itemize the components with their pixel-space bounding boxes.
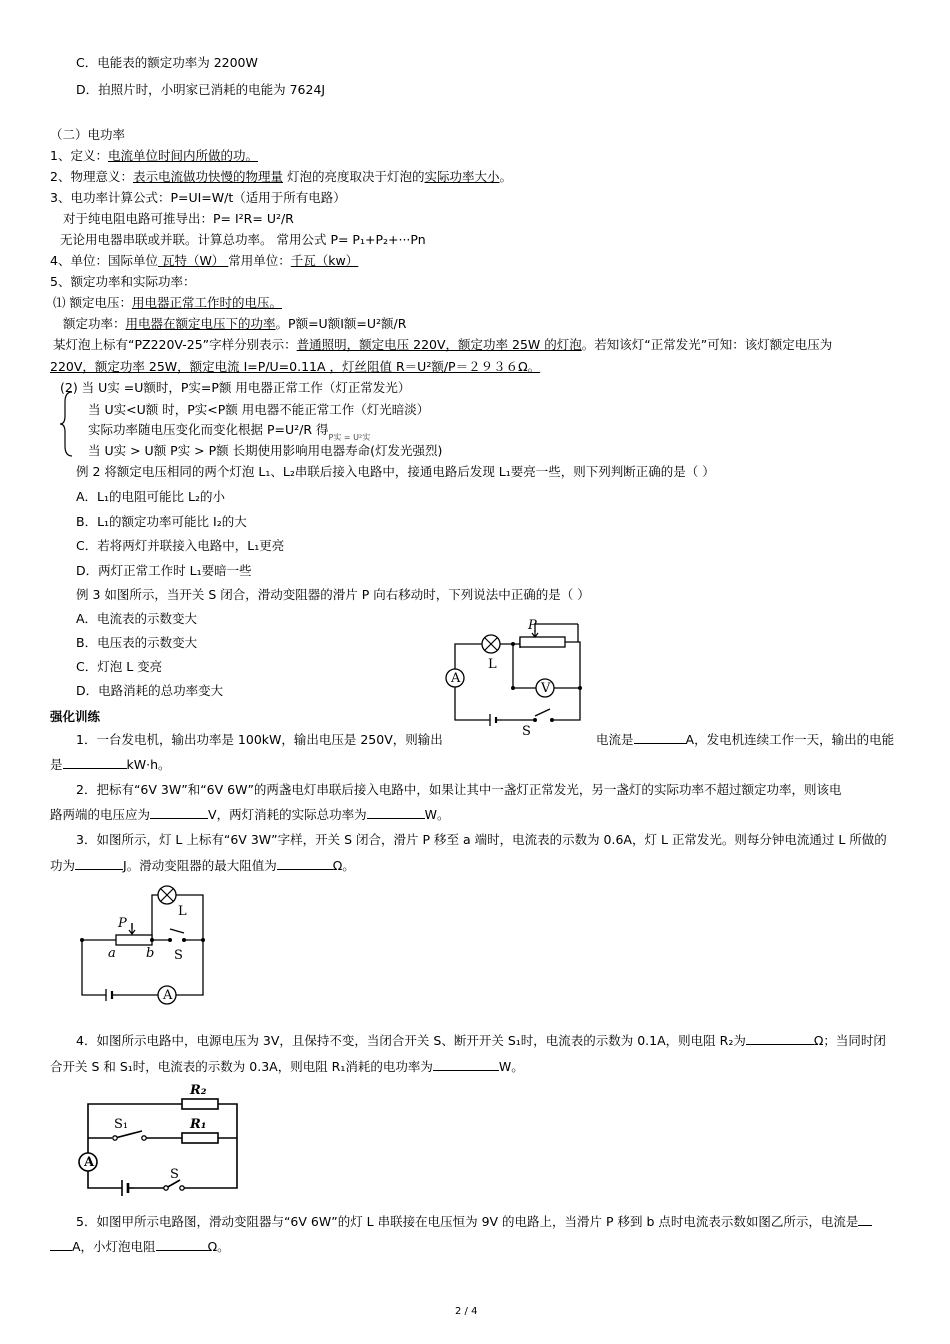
switch-s-contact	[180, 1186, 184, 1190]
q1-current-label: 电流是	[596, 732, 634, 747]
section-title: （二）电功率	[50, 127, 126, 142]
bulb-example-intro: 某灯泡上标有“PZ220V-25”字样分别表示：	[53, 337, 297, 352]
resistor-r1	[182, 1133, 218, 1143]
switch-contact	[550, 718, 554, 722]
switch2-pivot	[168, 938, 172, 942]
q3-resistance-unit: Ω。	[332, 858, 355, 873]
slider-label: P	[528, 618, 537, 633]
curly-brace	[60, 390, 76, 458]
rated-power-label: 额定功率：	[63, 316, 126, 331]
q4-line1-text: 4．如图所示电路中，电源电压为 3V，且保持不变，当闭合开关 S、断开开关 S₁时，电流表的示数为 0.1A，则电阻 R₂为	[76, 1033, 746, 1048]
q5-line2	[50, 1238, 230, 1256]
q2-line1: 2．把标有“6V 3W”和“6V 6W”的两盏电灯串联后接入电路中，如果让其中一盏灯正常发光，另一盏灯的实际功率不超过额定功率，则该电	[76, 782, 842, 797]
q2-power-unit: W。	[424, 807, 450, 822]
example3-question: 例 3 如图所示，当开关 S 闭合，滑动变阻器的滑片 P 向右移动时，下列说法中正确的是（ ）	[76, 587, 590, 602]
switch-s1-contact	[142, 1136, 146, 1140]
q1-energy-label: 是	[50, 757, 63, 772]
meaning-mid: 灯泡的亮度取决于灯泡的	[282, 169, 425, 184]
rated-power-text: 用电器在额定电压下的功率	[125, 316, 276, 331]
example3-option-b: B．电压表的示数变大	[76, 635, 198, 650]
q5-resistance-blank[interactable]	[156, 1238, 208, 1251]
q3-resistance-label: J。滑动变阻器的最大阻值为	[123, 858, 277, 873]
bulb-example-values: 220V，额定功率 25W，额定电流 I=P/U=0.11A ，灯丝阻值 R＝U²额/P＝２９３６Ω。	[50, 359, 541, 374]
resistor-r2	[182, 1099, 218, 1109]
q2-power-blank[interactable]	[367, 806, 425, 819]
drill-title: 强化训练	[50, 709, 101, 724]
q1-current-blank[interactable]	[634, 731, 686, 744]
q3-line1: 3．如图所示，灯 L 上标有“6V 3W”字样，开关 S 闭合，滑片 P 移至 a 端时，电流表的示数为 0.6A，灯 L 正常发光。则每分钟电流通过 L 所做的	[76, 832, 887, 847]
q1-line2	[50, 756, 171, 774]
option-d: D．拍照片时，小明家已消耗的电能为 7624J	[76, 82, 326, 97]
meaning-text: 表示电流做功快慢的物理量	[132, 169, 283, 184]
q2-voltage-label: 路两端的电压应为	[50, 807, 151, 822]
option-c: C．电能表的额定功率为 2200W	[76, 55, 258, 70]
q5-current-blank-end[interactable]	[50, 1238, 72, 1251]
bulb-example-line	[53, 336, 832, 354]
meaning-key: 实际功率大小	[424, 169, 500, 184]
bulb-example-meaning: 普通照明，额定电压 220V，额定功率 25W 的灯泡	[296, 337, 582, 352]
case-varies-text: 实际功率随电压变化而变化根据 P=U²/R 得	[88, 422, 329, 437]
switch2-label: S	[174, 948, 183, 963]
q5-resistance-unit: Ω。	[207, 1239, 230, 1254]
rated-power-formula: 。P额=U额I额=U²额/R	[275, 316, 407, 331]
circuit-diagram-q3	[70, 885, 220, 1015]
q5-current-blank-start[interactable]	[858, 1213, 872, 1226]
circuit-diagram-example3	[440, 620, 590, 740]
q4-line2	[50, 1058, 524, 1076]
definition-text: 电流单位时间内所做的功。	[107, 148, 258, 163]
case-lower: 当 U实<U额 时，P实<P额 用电器不能正常工作（灯光暗淡）	[88, 402, 430, 417]
example2-question: 例 2 将额定电压相同的两个灯泡 L₁、L₂串联后接入电路中，接通电路后发现 L₁要亮一些，则下列判断正确的是（ ）	[76, 464, 715, 479]
case-varies-fraction: P实 = U²实	[328, 433, 371, 442]
lamp-label: L	[488, 657, 497, 672]
r1-label: R₁	[190, 1117, 207, 1132]
q3-line2	[50, 857, 355, 875]
q2-power-label: V，两灯消耗的实际总功率为	[208, 807, 367, 822]
q5-line1-text: 5．如图甲所示电路图，滑动变阻器与“6V 6W”的灯 L 串联接在电压恒为 9V 的电路上，当滑片 P 移到 b 点时电流表示数如图乙所示，电流是	[76, 1214, 859, 1229]
meaning-line	[50, 168, 512, 186]
q4-line2-text: 合开关 S 和 S₁时，电流表的示数为 0.3A，则电阻 R₁消耗的电功率为	[50, 1059, 433, 1074]
rated-voltage-label: ⑴ 额定电压：	[53, 295, 132, 310]
pure-resistance-line: 对于纯电阻电路可推导出：P= I²R= U²/R	[63, 211, 294, 226]
rated-actual-title: 5、额定功率和实际功率：	[50, 274, 196, 289]
q4-line1-tail: Ω；当同时闭	[813, 1033, 886, 1048]
rated-voltage-text: 用电器正常工作时的电压。	[131, 295, 282, 310]
definition-line	[50, 147, 258, 165]
rheostat	[520, 637, 565, 647]
switch-s1-pivot	[113, 1136, 117, 1140]
circuit-diagram-q4	[74, 1080, 244, 1195]
q3-work-blank[interactable]	[75, 857, 123, 870]
rated-power-line	[63, 315, 406, 333]
switch2-contact	[182, 938, 186, 942]
q2-line2	[50, 806, 449, 824]
q4-r2-blank[interactable]	[746, 1032, 814, 1045]
ammeter2-label: A	[163, 988, 173, 1003]
switch-s-pivot	[164, 1186, 168, 1190]
switch-label: S	[522, 724, 531, 739]
q1-current-tail: A，发电机连续工作一天，输出的电能	[685, 732, 895, 747]
ammeter3-label: A	[84, 1155, 95, 1170]
q5-line1	[76, 1213, 872, 1231]
q5-current-tail: A，小灯泡电阻	[72, 1239, 156, 1254]
q1-line1-right	[596, 731, 894, 749]
switch-pivot	[533, 718, 537, 722]
total-power-line: 无论用电器串联或并联。计算总功率。 常用公式 P= P₁+P₂+···Pn	[60, 232, 426, 247]
end-a-label: a	[108, 946, 116, 961]
s1-label: S₁	[114, 1117, 129, 1132]
q4-power-unit: W。	[498, 1059, 524, 1074]
rheostat2	[116, 935, 152, 945]
example3-option-d: D．电路消耗的总功率变大	[76, 683, 224, 698]
end-b-label: b	[146, 946, 155, 961]
example3-option-c: C．灯泡 L 变亮	[76, 659, 163, 674]
slider2-arrow	[129, 923, 135, 934]
example2-option-d: D．两灯正常工作时 L₁要暗一些	[76, 563, 252, 578]
q4-line1	[76, 1032, 886, 1050]
rated-voltage-line	[53, 294, 282, 312]
unit-common-label: 常用单位：	[228, 253, 291, 268]
bulb-example-tail: 。若知该灯“正常发光”可知：该灯额定电压为	[581, 337, 833, 352]
q1-line1-left: 1．一台发电机，输出功率是 100kW，输出电压是 250V，则输出	[76, 732, 443, 747]
unit-si: 瓦特（W）	[157, 253, 229, 268]
ammeter-label: A	[451, 671, 461, 686]
unit-common: 千瓦（kw）	[290, 253, 359, 268]
example2-option-c: C．若将两灯并联接入电路中，L₁更亮	[76, 538, 285, 553]
definition-label: 1、定义：	[50, 148, 108, 163]
example2-option-b: B．L₁的额定功率可能比 I₂的大	[76, 514, 247, 529]
q2-voltage-blank[interactable]	[150, 806, 208, 819]
case-equal: (2) 当 U实 =U额时，P实=P额 用电器正常工作（灯正常发光）	[60, 380, 411, 395]
example2-option-a: A．L₁的电阻可能比 L₂的小	[76, 489, 225, 504]
s-label: S	[170, 1167, 179, 1182]
lamp2-label: L	[178, 904, 187, 919]
unit-label: 4、单位：国际单位	[50, 253, 158, 268]
voltmeter-label: V	[541, 681, 551, 696]
example3-option-a: A．电流表的示数变大	[76, 611, 198, 626]
page-number: 2 / 4	[455, 1306, 478, 1317]
q3-resistance-blank[interactable]	[277, 857, 333, 870]
unit-line	[50, 252, 358, 270]
meaning-label: 2、物理意义：	[50, 169, 133, 184]
slider2-label: P	[118, 916, 127, 931]
formula-line: 3、电功率计算公式：P=UI=W/t（适用于所有电路）	[50, 190, 346, 205]
meaning-end: 。	[499, 169, 512, 184]
r2-label: R₂	[190, 1083, 207, 1098]
case-higher: 当 U实 > U额 P实 > P额 长期使用影响用电器寿命(灯发光强烈)	[88, 443, 443, 458]
q3-work-label: 功为	[50, 858, 76, 873]
q1-energy-unit: kW·h。	[126, 757, 171, 772]
q4-power-blank[interactable]	[433, 1058, 499, 1071]
q1-energy-blank[interactable]	[63, 756, 127, 769]
